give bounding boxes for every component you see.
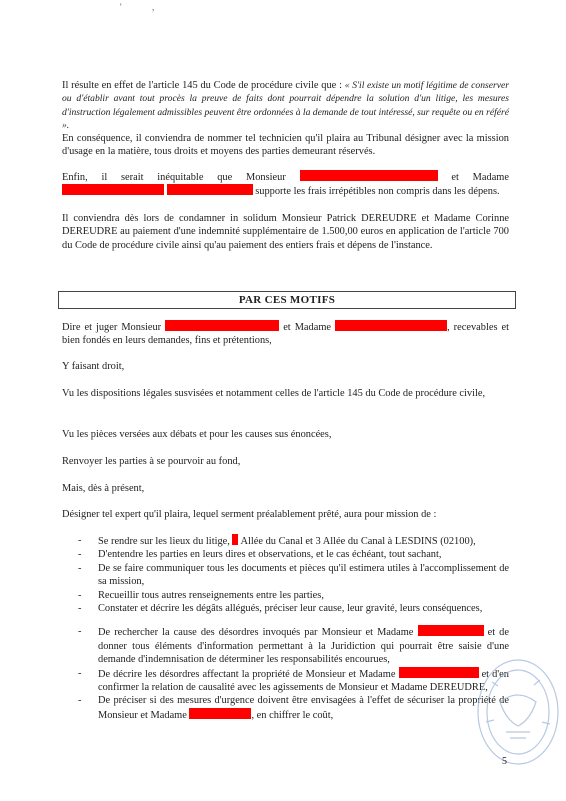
list-item: - D'entendre les parties en leurs dires et observations, et le cas échéant, tout sachant, xyxy=(78,549,442,561)
text-segment: De rechercher la cause des désordres invoqués par Monsieur et Madame xyxy=(98,627,414,639)
paragraph-vu-dispositions: Vu les dispositions légales susvisées et notamment celles de l'article 145 du Code de procédure civile, xyxy=(62,388,486,399)
list-item: - De se faire communiquer tous les documents et pièces qu'il estimera utiles à l'accomplissement de sa mission, xyxy=(78,562,509,588)
text-segment: supporte les frais irrépétibles non compris dans les dépens. xyxy=(255,186,500,198)
text-segment: Enfin, il serait inéquitable que Monsieur xyxy=(62,172,286,183)
text-segment: et Madame xyxy=(451,172,509,183)
paragraph-text: Il résulte en effet de l'article 145 du Code de procédure civile que : xyxy=(62,80,345,91)
list-item: - Se rendre sur les lieux du litige, Allée du Canal et 3 Allée du Canal à LESDINS (02100), xyxy=(78,535,476,547)
text-segment: De préciser si des mesures d'urgence doivent être envisagées à l'effet de sécuriser la propriété de Monsieur et Madame xyxy=(98,695,509,721)
text-segment: et Madame xyxy=(283,322,332,333)
paragraph-des-a-present: Mais, dès à présent, xyxy=(62,483,145,494)
text-segment: , en chiffrer le coût, xyxy=(251,709,334,721)
paragraph-dire-et-juger xyxy=(62,320,509,348)
list-item: - De rechercher la cause des désordres invoqués par Monsieur et Madame et de donner tous éléments d'information permettant à la Juridiction qui pourrait être saisie d'une demande d'indemnisation de déterminer les responsabilités encourues, xyxy=(78,626,509,666)
margin-mark-right: , xyxy=(152,2,155,12)
list-item: - Recueillir tous autres renseignements entre les parties, xyxy=(78,589,324,601)
text-segment: et d'en confirmer la relation de causalité avec les agissements de Monsieur et Madame DEREUDRE, xyxy=(98,668,509,694)
court-stamp-seal xyxy=(470,652,562,772)
paragraph-article-145 xyxy=(62,79,509,133)
paragraph-vu-pieces: Vu les pièces versées aux débats et pour les causes sus énoncées, xyxy=(62,429,332,440)
redaction-box xyxy=(335,320,447,331)
paragraph-frais xyxy=(62,170,509,199)
list-spacer xyxy=(62,615,509,625)
mission-list xyxy=(62,534,509,722)
section-title: PAR CES MOTIFS xyxy=(58,291,516,309)
text-segment: Dire et juger Monsieur xyxy=(62,322,162,333)
list-item: - Constater et décrire les dégâts allégués, préciser leur cause, leur gravité, leurs conséquences, xyxy=(78,603,483,615)
list-item: - De décrire les désordres affectant la propriété de Monsieur et Madame et d'en confirmer la relation de causalité avec les agissements de Monsieur et Madame DEREUDRE, xyxy=(78,667,509,694)
redaction-box xyxy=(167,184,253,195)
page-number: 5 xyxy=(502,756,507,767)
redaction-box xyxy=(189,708,251,719)
text-segment: D'entendre les parties en leurs dires et observations, et le cas échéant, tout sachant, xyxy=(98,549,442,561)
margin-mark-left: ' xyxy=(120,2,122,12)
redaction-box xyxy=(232,534,238,545)
redaction-box xyxy=(165,320,279,331)
paragraph-y-faisant-droit: Y faisant droit, xyxy=(62,361,125,372)
redaction-box xyxy=(418,625,484,636)
legal-quote: « S'il existe un motif légitime de conserver ou d'établir avant tout procès la preuve de faits dont pourrait dépendre la solution d'un litige, les mesures d'instruction légalement admissibles peuvent être ordonnées à la demande de tout intéressé, sur requête ou en référé ». xyxy=(62,80,509,132)
text-segment: Se rendre sur les lieux du litige, xyxy=(98,536,230,547)
text-segment: Recueillir tous autres renseignements entre les parties, xyxy=(98,589,324,601)
paragraph-article-700: Il conviendra dès lors de condamner in solidum Monsieur Patrick DEREUDRE et Madame Corinne DEREUDRE au paiement d'une indemnité supplémentaire de 1.500,00 euros en application de l'article 700 du Code de procédure civile ainsi qu'au paiement des entiers frais et dépens de l'instance. xyxy=(62,213,509,251)
redaction-box xyxy=(62,184,164,195)
text-segment: De se faire communiquer tous les documents et pièces qu'il estimera utiles à l'accomplissement de sa mission, xyxy=(98,562,509,588)
paragraph-renvoyer: Renvoyer les parties à se pourvoir au fond, xyxy=(62,456,241,467)
redaction-box xyxy=(399,667,479,678)
text-segment: Constater et décrire les dégâts allégués, préciser leur cause, leur gravité, leurs conséquences, xyxy=(98,603,483,615)
list-item: - De préciser si des mesures d'urgence doivent être envisagées à l'effet de sécuriser la propriété de Monsieur et Madame , en chiffrer le coût, xyxy=(78,695,509,721)
text-segment: et de donner tous éléments d'information permettant à la Juridiction qui pourrait être saisie d'une demande d'indemnisation de déterminer les responsabilités encourues, xyxy=(98,627,509,666)
text-segment: , recevables et bien fondés en leurs demandes, fins et prétentions, xyxy=(62,322,510,347)
paragraph-consequence: En conséquence, il conviendra de nommer tel technicien qu'il plaira au Tribunal désigner avec la mission d'usage en la matière, tous droits et moyens des parties demeurant réservés. xyxy=(62,133,509,158)
text-segment: De décrire les désordres affectant la propriété de Monsieur et Madame xyxy=(98,668,396,680)
text-segment: Allée du Canal et 3 Allée du Canal à LESDINS (02100), xyxy=(240,536,476,547)
paragraph-designer-expert: Désigner tel expert qu'il plaira, lequel serment préalablement prêté, aura pour mission de : xyxy=(62,509,437,520)
redaction-box xyxy=(300,170,438,181)
